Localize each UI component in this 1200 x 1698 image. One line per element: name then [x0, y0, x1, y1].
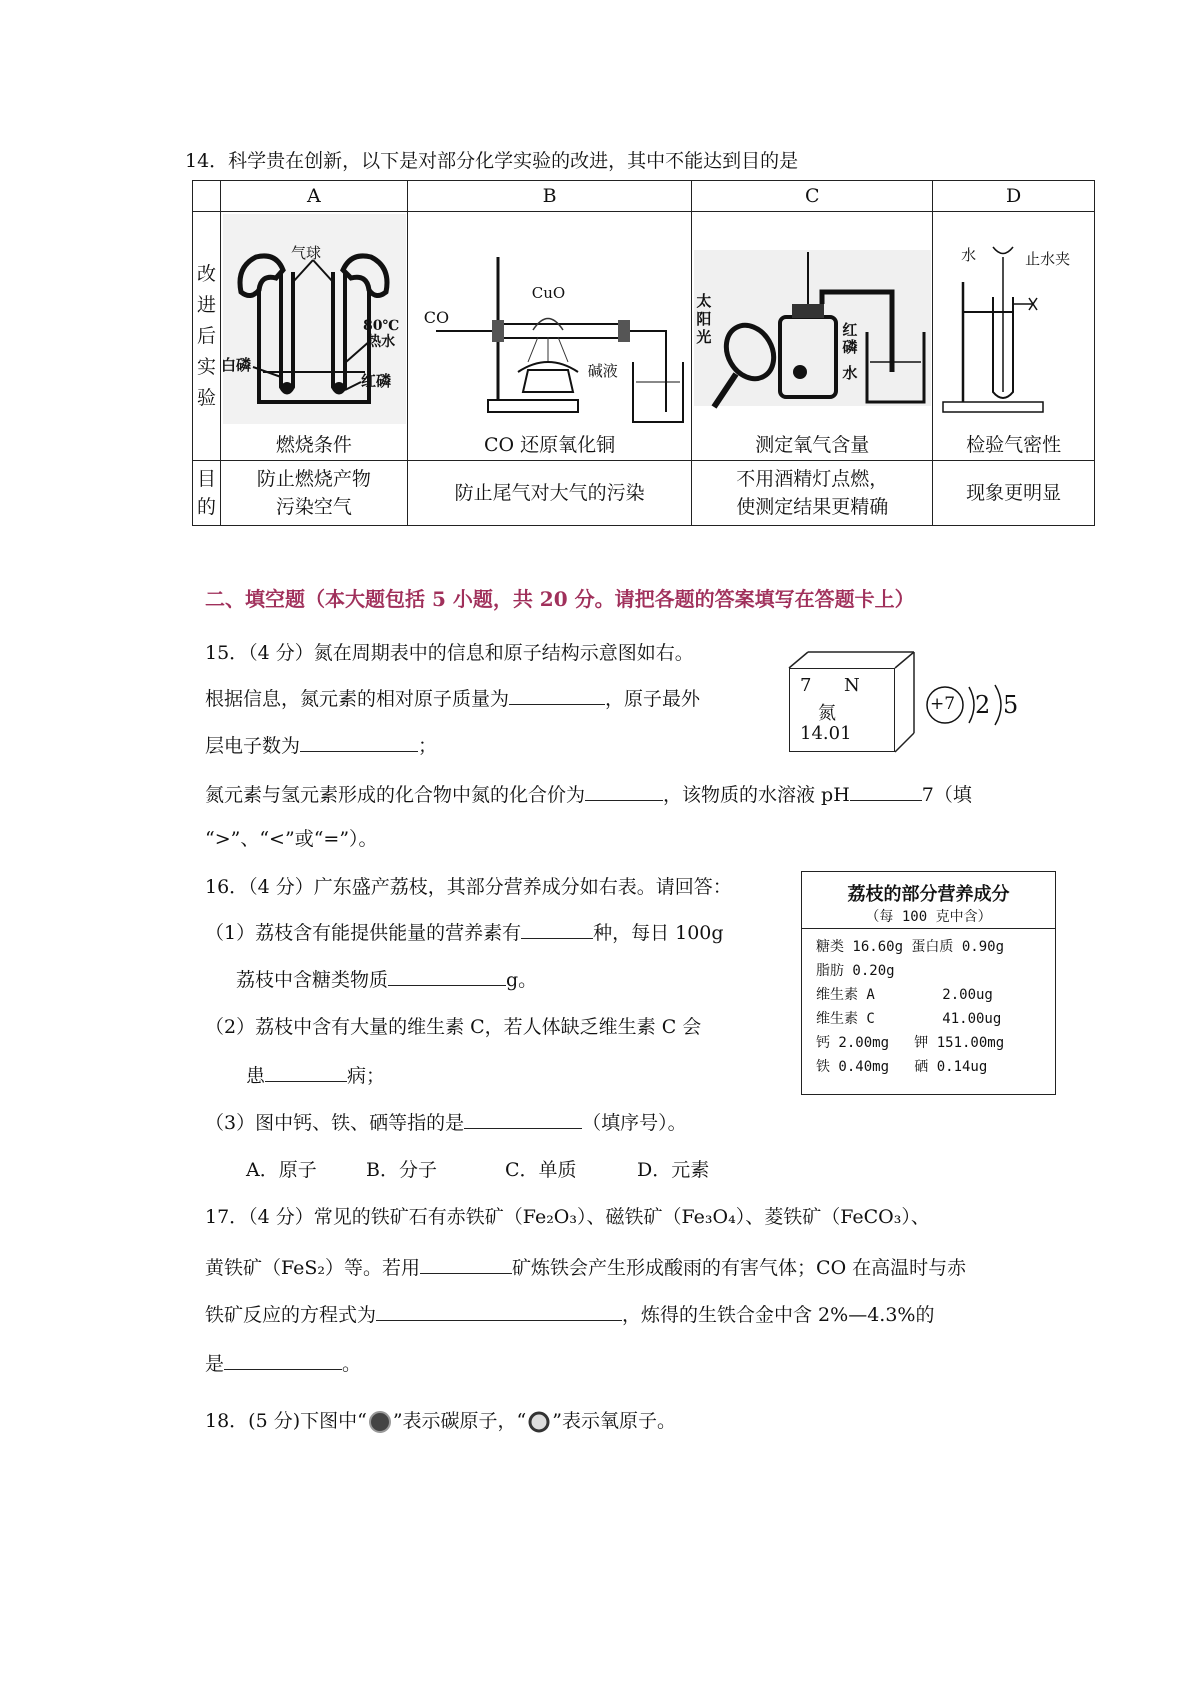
purpose-d: 现象更明显	[933, 461, 1095, 526]
experiment-a-image	[220, 212, 407, 427]
q17-line3: 铁矿反应的方程式为 ，炼得的生铁合金中含 2%—4.3%的	[205, 1300, 934, 1328]
nutrition-row: 维生素 C 41.00ug	[816, 1011, 1002, 1027]
row-label-purpose: 目 的	[193, 461, 221, 526]
q16-line4: （2）荔枝中含有大量的维生素 C，若人体缺乏维生素 C 会	[205, 1016, 702, 1038]
label-white-phosphorus: 白磷	[220, 356, 251, 374]
q16-option-c: C．单质	[505, 1159, 577, 1181]
element-symbol: N	[844, 675, 860, 696]
label-hot-water: 80℃ 热水	[362, 318, 400, 350]
experiment-c-image	[692, 212, 933, 427]
caption-d: 检验气密性	[933, 426, 1095, 461]
section-2-heading: 二、填空题（本大题包括 5 小题，共 20 分。请把各题的答案填写在答题卡上）	[205, 587, 915, 611]
nutrition-row: 维生素 A 2.00ug	[816, 987, 993, 1003]
label-cuo: CuO	[531, 284, 566, 302]
purpose-b: 防止尾气对大气的污染	[407, 461, 692, 526]
q15-blank-valence[interactable]	[585, 780, 663, 801]
purpose-a: 防止燃烧产物 污染空气	[220, 461, 407, 526]
atom-nucleus-charge: +7	[930, 694, 956, 714]
q16-line2: （1）荔枝含有能提供能量的营养素有 种，每日 100g	[205, 918, 724, 946]
experiment-table	[192, 180, 1095, 526]
nitrogen-element-card	[789, 668, 895, 752]
q16-option-b: B．分子	[366, 1159, 437, 1181]
q15-line2: 根据信息，氮元素的相对原子质量为 ，原子最外	[205, 684, 700, 712]
q17-blank-element[interactable]	[224, 1349, 342, 1370]
nutrition-title: 荔枝的部分营养成分	[847, 884, 1010, 905]
element-mass: 14.01	[800, 723, 852, 744]
q16-option-d: D．元素	[637, 1159, 710, 1181]
nutrition-row: 钙 2.00mg 钾 151.00mg	[816, 1035, 1005, 1051]
q16-blank-disease[interactable]	[265, 1061, 347, 1082]
q17-line4: 是 。	[205, 1349, 361, 1377]
caption-b: CO 还原氧化铜	[407, 426, 692, 461]
nutrition-subtitle: （每 100 克中含）	[802, 906, 1055, 929]
purpose-c: 不用酒精灯点燃， 使测定结果更精确	[692, 461, 933, 526]
col-header-a: A	[220, 181, 407, 212]
row-label-improved: 改 进 后 实 验	[193, 212, 221, 461]
label-water-d: 水	[961, 246, 977, 264]
q17-blank-equation[interactable]	[376, 1300, 622, 1321]
experiment-b-image	[407, 212, 692, 427]
experiment-d-image	[933, 212, 1095, 427]
oxygen-atom-icon	[526, 1411, 552, 1433]
q16-line1: 16．（4 分）广东盛产荔枝，其部分营养成分如右表。请回答：	[205, 876, 732, 898]
label-balloon: 气球	[290, 244, 321, 262]
q16-option-a: A．原子	[246, 1159, 317, 1181]
caption-c: 测定氧气含量	[692, 426, 933, 461]
q17-line1: 17．（4 分）常见的铁矿石有赤铁矿（Fe₂O₃）、磁铁矿（Fe₃O₄）、菱铁矿（FeCO₃）、	[205, 1206, 930, 1228]
label-clamp: 止水夹	[1025, 250, 1071, 268]
q14-stem: 14．科学贵在创新，以下是对部分化学实验的改进，其中不能达到目的是	[185, 150, 799, 172]
col-header-c: C	[692, 181, 933, 212]
atom-shell-1: 2	[975, 691, 991, 719]
q16-line3: 荔枝中含糖类物质 g。	[236, 965, 537, 993]
col-header-d: D	[933, 181, 1095, 212]
q16-blank-count[interactable]	[521, 918, 593, 939]
q16-blank-sugar[interactable]	[388, 965, 506, 986]
q15-blank-ph[interactable]	[850, 780, 922, 801]
header-corner	[193, 181, 221, 212]
label-water-c: 水	[842, 364, 858, 382]
q15-line5: “>”、“<”或“=”）。	[205, 828, 378, 850]
nutrition-row: 铁 0.40mg 硒 0.14ug	[816, 1059, 988, 1075]
caption-a: 燃烧条件	[220, 426, 407, 461]
q18-line1: 18．(5 分)下图中“ ”表示碳原子，“ ”表示氧原子。	[205, 1410, 676, 1432]
lychee-nutrition-table	[801, 871, 1056, 1095]
label-red-phosphorus: 红磷	[360, 372, 391, 390]
q15-line4: 氮元素与氢元素形成的化合物中氮的化合价为 ，该物质的水溶液 pH 7（填	[205, 780, 972, 808]
nitrogen-atom-diagram	[925, 675, 1035, 735]
label-alkali: 碱液	[587, 362, 618, 380]
element-number: 7	[800, 675, 812, 696]
carbon-atom-icon	[367, 1411, 393, 1433]
label-co: CO	[423, 308, 450, 327]
label-sunlight: 太 阳 光	[696, 292, 712, 346]
atom-shell-2: 5	[1003, 691, 1019, 719]
q16-line6: （3）图中钙、铁、硒等指的是 （填序号）。	[205, 1108, 687, 1136]
label-red-phosphorus-c: 红 磷	[842, 321, 858, 356]
element-card-3d-edges	[788, 651, 918, 761]
q16-line5: 患 病；	[246, 1061, 385, 1089]
element-name: 氮	[818, 703, 836, 724]
q15-blank-mass[interactable]	[509, 684, 605, 705]
col-header-b: B	[407, 181, 692, 212]
nutrition-row: 脂肪 0.20g	[816, 963, 895, 979]
q15-blank-electrons[interactable]	[300, 731, 418, 752]
q17-line2: 黄铁矿（FeS₂）等。若用 矿炼铁会产生形成酸雨的有害气体；CO 在高温时与赤	[205, 1253, 966, 1281]
q17-blank-ore[interactable]	[420, 1253, 512, 1274]
q15-line1: 15．（4 分）氮在周期表中的信息和原子结构示意图如右。	[205, 642, 694, 664]
q16-blank-option[interactable]	[464, 1108, 582, 1129]
nutrition-row: 糖类 16.60g 蛋白质 0.90g	[816, 939, 1005, 955]
q15-line3: 层电子数为 ；	[205, 731, 437, 759]
